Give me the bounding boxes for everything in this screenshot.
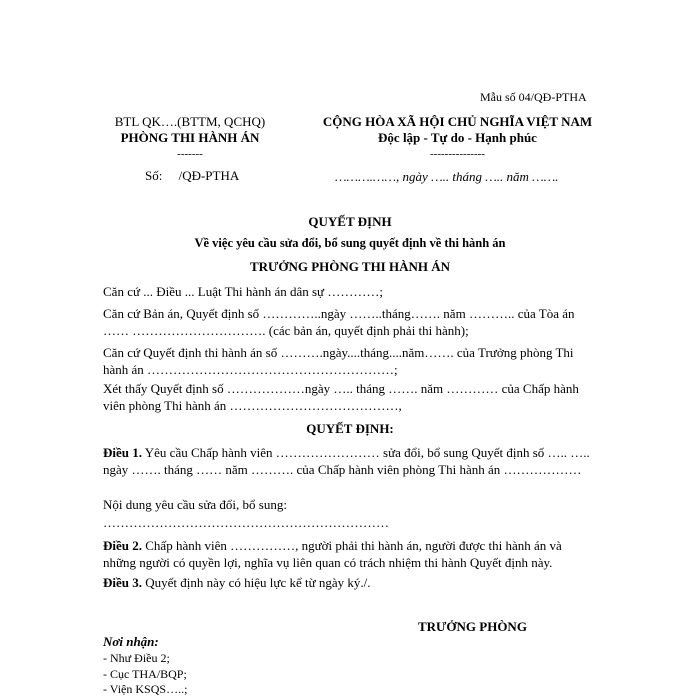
article-1-label: Điều 1. — [103, 445, 142, 460]
article-3-text: Quyết định này có hiệu lực kể từ ngày ký./. — [142, 575, 371, 590]
article-2 — [103, 537, 590, 571]
basis-3: Căn cứ Quyết định thi hành án số ……….ngày....tháng....năm……. của Trưởng phòng Thi hành án …………………………………………………; — [103, 345, 574, 377]
basis-1: Căn cứ ... Điều ... Luật Thi hành án dân sự …………; — [103, 284, 383, 299]
decision-heading: QUYẾT ĐỊNH: — [306, 421, 394, 436]
unit-name: BTL QK….(BTTM, QCHQ) — [114, 114, 266, 129]
article-1-text: Yêu cầu Chấp hành viên …………………… sửa đổi, bổ sung Quyết định số ….. ….. ngày ……. tháng …… năm ………. của Chấp hành viên phòng Thi hành án ……………… — [103, 445, 590, 477]
article-1 — [103, 444, 590, 478]
document-date: ……….……, ngày ….. tháng ….. năm ……. — [335, 169, 559, 184]
recipient-item: - Viện KSQS…..; — [103, 682, 188, 696]
document-subtitle: Về việc yêu cầu sửa đổi, bổ sung quyết định về thi hành án — [194, 236, 506, 250]
article-2-label: Điều 2. — [103, 538, 142, 553]
document-number: Số: /QĐ-PTHA — [145, 168, 240, 183]
article-2-text: Chấp hành viên ……………, người phải thi hành án, người được thi hành án và những người có quyền lợi, nghĩa vụ liên quan có trách nhiệm thi hành Quyết định này. — [103, 538, 562, 570]
country-name: CỘNG HÒA XÃ HỘI CHỦ NGHĨA VIỆT NAM — [322, 114, 593, 129]
basis-2: Căn cứ Bản án, Quyết định số …………..ngày ……..tháng……. năm ……….. của Tòa án …… …………………………. (các bản án, quyết định phải thi hành); — [103, 306, 575, 338]
form-code: Mẫu số 04/QĐ-PTHA — [480, 90, 587, 104]
signer-title: TRƯỞNG PHÒNG — [418, 619, 527, 634]
left-header — [100, 114, 280, 162]
issuing-authority: TRƯỞNG PHÒNG THI HÀNH ÁN — [249, 259, 451, 274]
department-name: PHÒNG THI HÀNH ÁN — [120, 130, 260, 145]
right-header — [295, 114, 620, 162]
motto: Độc lập - Tự do - Hạnh phúc — [378, 130, 537, 145]
content-label: Nội dung yêu cầu sửa đổi, bổ sung: — [103, 497, 287, 512]
recipients-list — [103, 651, 187, 698]
recipients-label: Nơi nhận: — [103, 634, 159, 649]
right-divider: --------------- — [430, 148, 485, 160]
document-title: QUYẾT ĐỊNH — [308, 214, 392, 229]
left-divider: ------- — [177, 148, 203, 160]
article-3 — [103, 574, 590, 591]
content-dots: ………………………………………………………… — [103, 515, 389, 530]
basis-4: Xét thấy Quyết định số ………………ngày ….. tháng ……. năm ………… của Chấp hành viên phòng Thi hành án …………………………………, — [103, 381, 579, 413]
recipient-item: - Như Điều 2; — [103, 651, 170, 665]
article-3-label: Điều 3. — [103, 575, 142, 590]
recipient-item: - Cục THA/BQP; — [103, 666, 187, 681]
